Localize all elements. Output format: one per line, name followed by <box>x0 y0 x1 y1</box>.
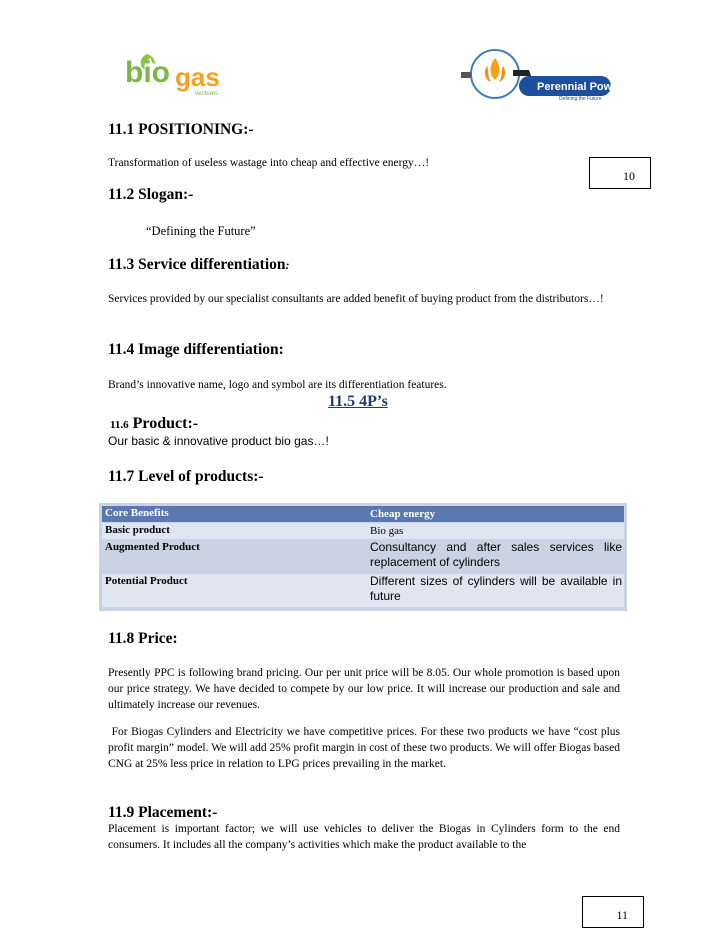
table-row <box>102 506 624 522</box>
page-number-top: 10 <box>623 169 635 183</box>
section-11-4-title: 11.4 Image differentiation: <box>108 341 284 358</box>
biogas-logo <box>125 52 223 98</box>
table-row <box>102 523 624 539</box>
section-11-8-title: 11.8 Price: <box>108 630 178 647</box>
page-number-box-top <box>589 157 651 189</box>
table-cell-value: Different sizes of cylinders will be available in future <box>370 574 622 603</box>
table-cell-label: Augmented Product <box>105 541 200 553</box>
table-cell-label: Basic product <box>105 524 170 536</box>
svg-text:Perennial Powers: Perennial Powers <box>537 81 629 93</box>
page-number-box-bottom <box>582 896 644 928</box>
perennial-powers-logo <box>455 44 629 102</box>
image-differentiation-text: Brand’s innovative name, logo and symbol are its differentiation features. <box>108 379 447 391</box>
svg-text:bio: bio <box>125 56 170 89</box>
section-11-3-title-colon: : <box>285 258 290 272</box>
table-row <box>102 540 624 573</box>
section-11-6-number: 11.6 <box>110 419 129 431</box>
table-cell-value: Bio gas <box>370 525 404 537</box>
svg-text:gas: gas <box>175 62 220 92</box>
section-11-1-title: 11.1 POSITIONING:- <box>108 121 254 138</box>
placement-text: Placement is important factor; we will use vehicles to deliver the Biogas in Cylinders form to the end consumers. It includes all the company’s activities which make the product available to the <box>108 823 620 851</box>
page-number-bottom: 11 <box>616 908 628 922</box>
perennial-powers-logo-graphic <box>455 44 629 102</box>
section-11-6-title <box>110 415 198 433</box>
section-11-3-title-text: 11.3 Service differentiation <box>108 256 286 273</box>
section-11-2-title: 11.2 Slogan:- <box>108 186 194 203</box>
section-11-3-title <box>108 256 290 274</box>
svg-text:ventures: ventures <box>195 91 219 97</box>
levels-table <box>99 503 627 611</box>
section-11-7-title: 11.7 Level of products:- <box>108 468 264 485</box>
table-cell-label: Potential Product <box>105 575 188 587</box>
price-paragraph-1: Presently PPC is following brand pricing. Our per unit price will be 8.05. Our whole promotion is based upon our price strategy. We have decided to compete by our low price. It will increase our production and sale and ultimately increase our revenues. <box>108 667 620 711</box>
product-text: Our basic & innovative product bio gas…! <box>108 434 329 448</box>
table-row <box>102 574 624 607</box>
service-differentiation-text: Services provided by our specialist consultants are added benefit of buying product from the distributors…! <box>108 293 604 305</box>
slogan-text: “Defining the Future” <box>146 224 256 238</box>
section-11-9-title: 11.9 Placement:- <box>108 804 218 821</box>
table-cell-label: Core Benefits <box>105 507 169 519</box>
svg-text:Defining the Future: Defining the Future <box>559 96 602 102</box>
positioning-text: Transformation of useless wastage into cheap and effective energy…! <box>108 157 430 169</box>
section-11-6-label: Product:- <box>132 415 199 432</box>
table-cell-value: Consultancy and after sales services like replacement of cylinders <box>370 540 622 569</box>
price-paragraph-2: For Biogas Cylinders and Electricity we have competitive prices. For these two products we have “cost plus profit margin” model. We will add 25% profit margin in cost of these two products. We will offer Biogas based CNG at 25% less price in relation to LPG prices prevailing in the market. <box>108 726 623 770</box>
section-11-5-title: 11.5 4P’s <box>328 393 388 410</box>
table-cell-value: Cheap energy <box>370 508 436 520</box>
biogas-logo-graphic <box>125 52 223 98</box>
